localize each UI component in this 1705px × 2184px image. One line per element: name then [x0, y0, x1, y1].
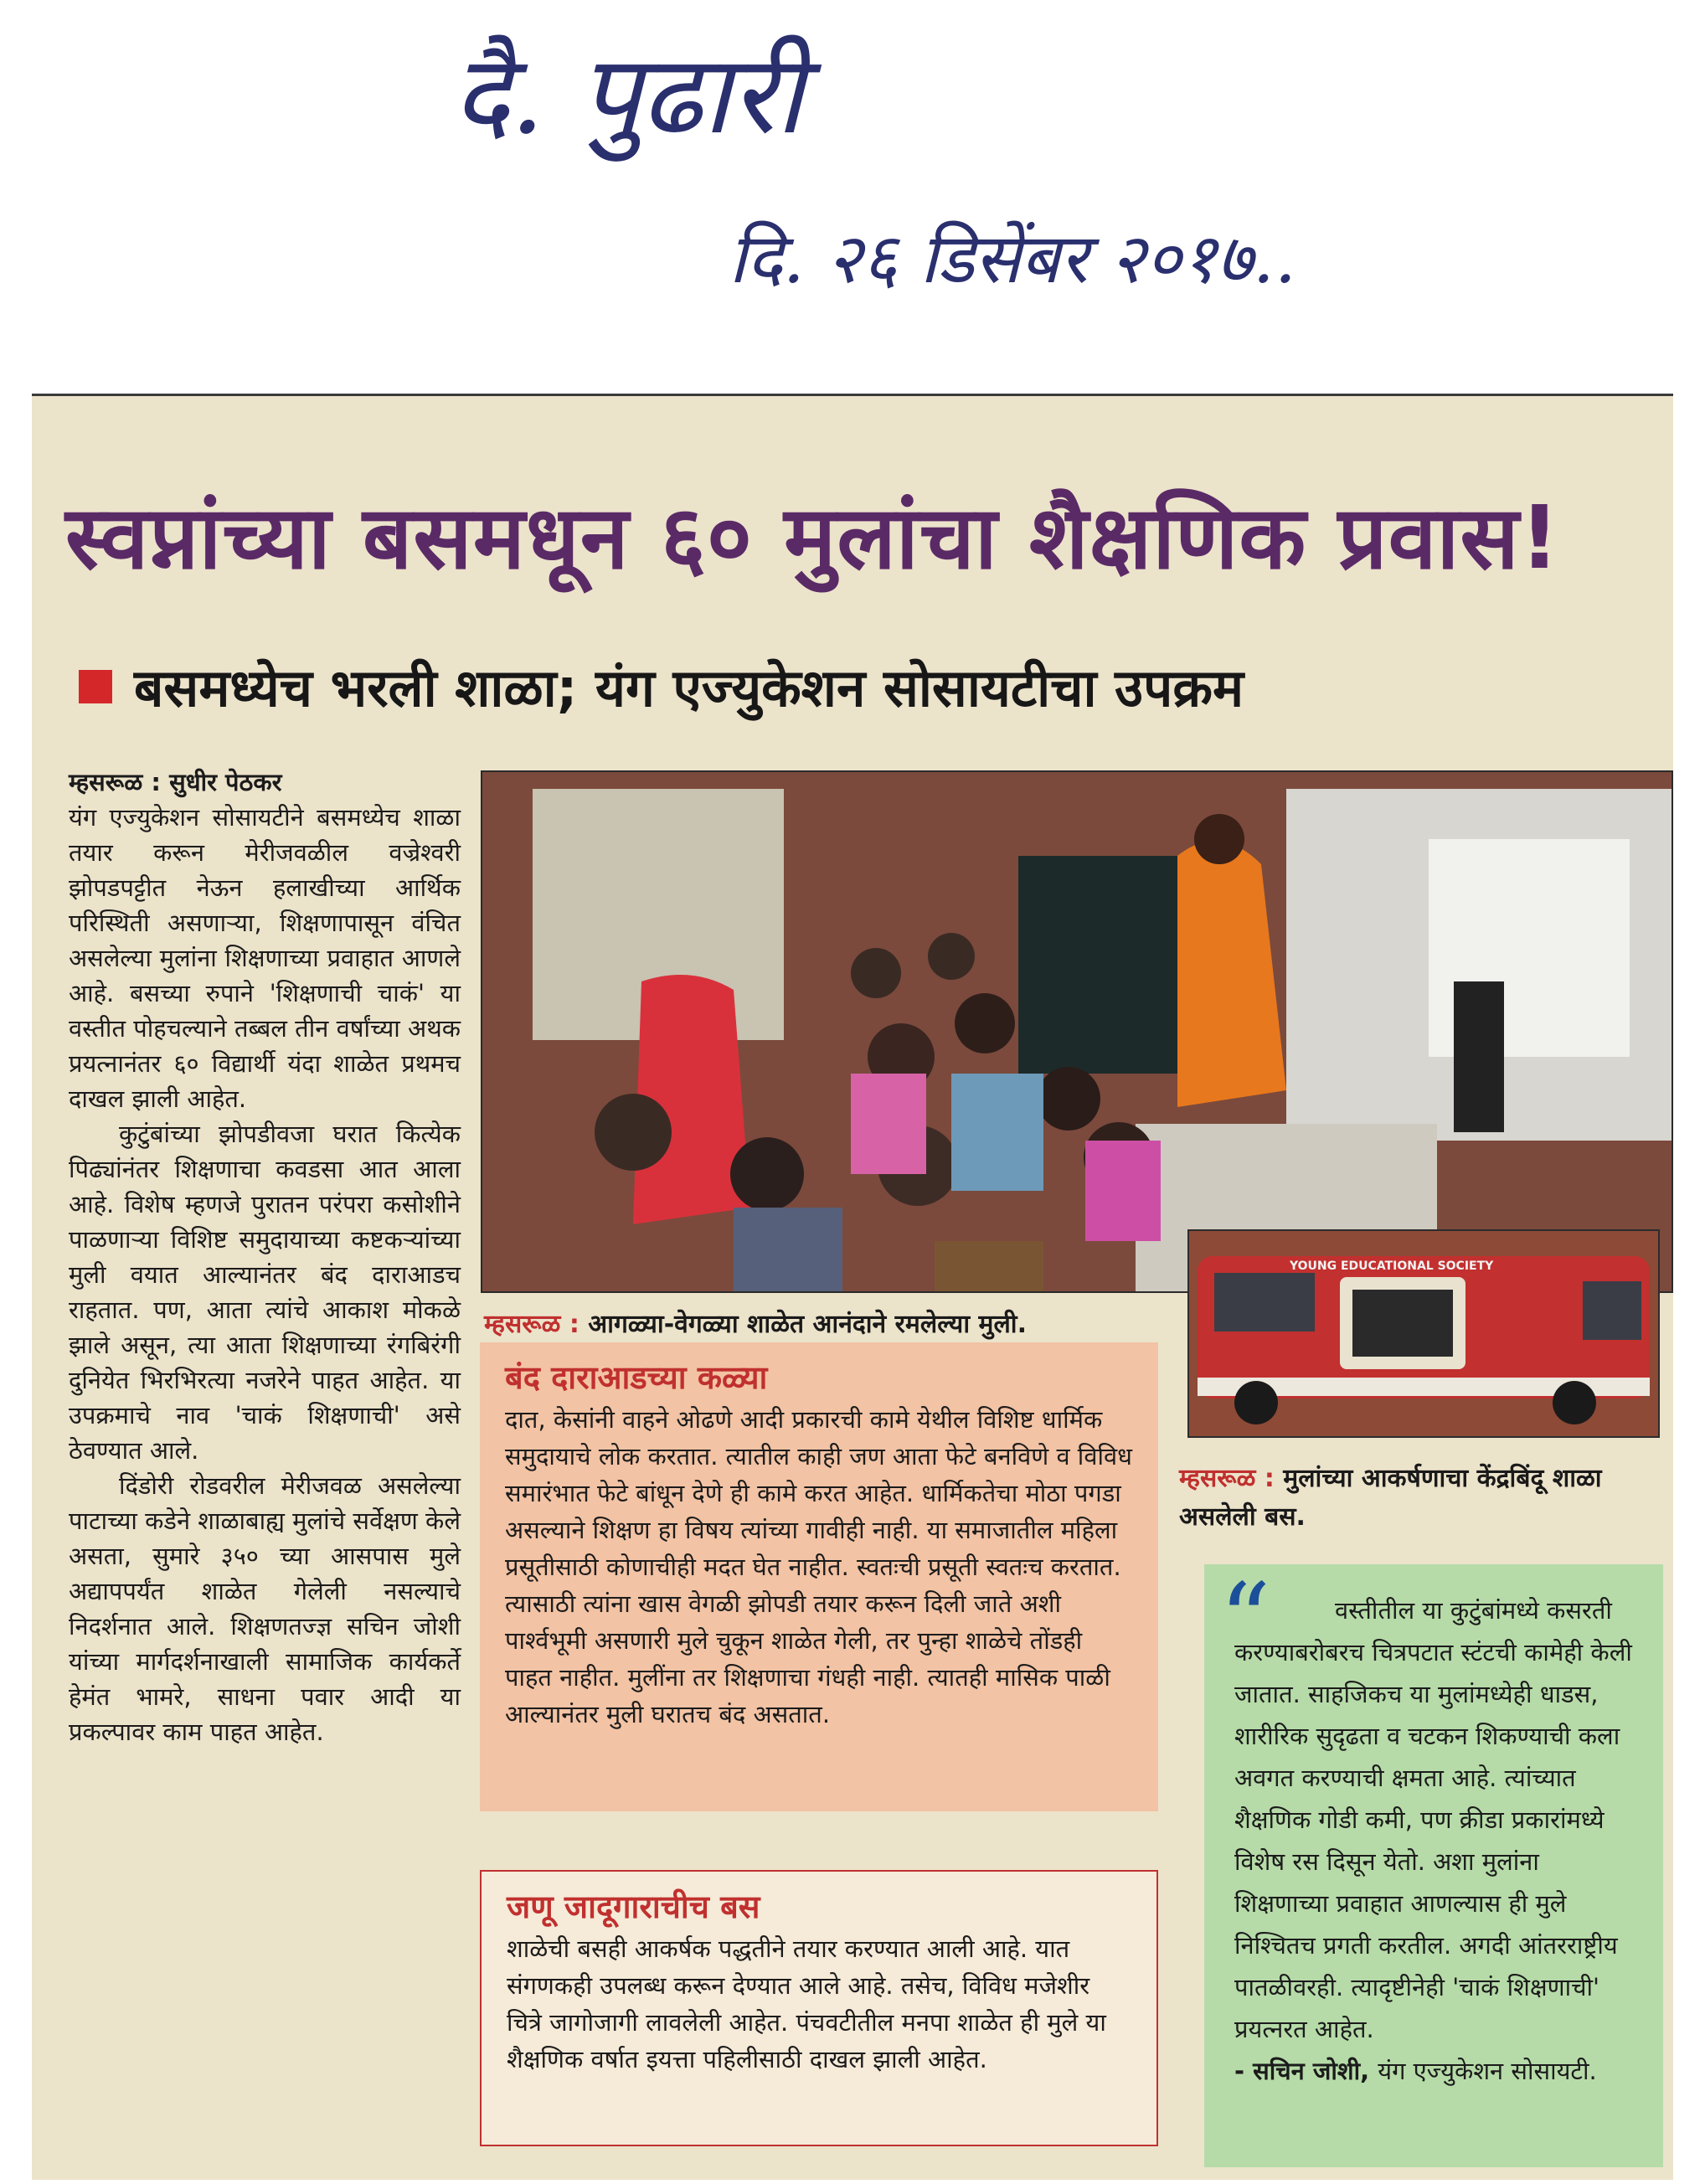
quote-attribution	[1234, 2050, 1633, 2092]
red-square-bullet	[79, 670, 112, 703]
quote-author: - सचिन जोशी,	[1234, 2057, 1370, 2085]
bus-caption-place: म्हसरूळ :	[1179, 1464, 1275, 1493]
subhead-text: बसमध्येच भरली शाळा; यंग एज्युकेशन सोसायटीचा उपक्रम	[134, 657, 1244, 719]
paragraph-3: दिंडोरी रोडवरील मेरीजवळ असलेल्या पाटाच्या कडेने शाळाबाह्य मुलांचे सर्वेक्षण केले असता, सुमारे ३५० च्या आसपास मुले अद्यापपर्यंत शाळेत गेलेली नसल्याचे निदर्शनात आले. शिक्षणतज्ज्ञ सचिन जोशी यांच्या मार्गदर्शनाखाली सामाजिक कार्यकर्ते हेमंत भामरे, साधना पवार आदी या प्रकल्पावर काम पाहत आहेत.	[69, 1471, 461, 1746]
handwritten-masthead: दै. पुढारी	[452, 31, 804, 158]
article-headline: स्वप्नांच्या बसमधून ६० मुलांचा शैक्षणिक प्रवास!	[65, 487, 1561, 589]
photo-caption-place: म्हसरूळ :	[484, 1310, 579, 1339]
sidebar-box-magic-bus	[480, 1870, 1158, 2146]
bus-caption-text: मुलांच्या आकर्षणाचा केंद्रबिंदू शाळा असलेली बस.	[1179, 1464, 1602, 1532]
bus-caption	[1179, 1460, 1665, 1537]
paragraph-2: कुटुंबांच्या झोपडीवजा घरात कित्येक पिढ्यांनंतर शिक्षणाचा कवडसा आत आला आहे. विशेष म्हणजे पुरातन परंपरा कसोशीने पाळणाऱ्या विशिष्ट समुदायाच्या कष्टकऱ्यांच्या मुली वयात आल्यानंतर बंद दाराआडच राहतात. पण, आता त्यांचे आकाश मोकळे झाले असून, त्या आता शिक्षणाच्या रंगबिरंगी दुनियेत भिरभिरत्या नजरेने पाहत आहेत. या उपक्रमाचे नाव 'चाकं शिक्षणाची' असे ठेवण्यात आले.	[69, 1120, 461, 1465]
photo-caption	[484, 1306, 1027, 1340]
bus-photo	[1187, 1229, 1660, 1438]
classroom-photo	[481, 770, 1673, 1293]
quote-body: वस्तीतील या कुटुंबांमध्ये कसरती करण्याबरोबरच चित्रपटात स्टंटची कामेही केली जातात. साहजिकच या मुलांमध्येही धाडस, शारीरिक सुदृढता व चटकन शिकण्याची कला अवगत करण्याची क्षमता आहे. त्यांच्यात शैक्षणिक गोडी कमी, पण क्रीडा प्रकारांमध्ये विशेष रस दिसून येतो. अशा मुलांना शिक्षणाच्या प्रवाहात आणल्यास ही मुले निश्चितच प्रगती करतील. अगदी आंतरराष्ट्रीय पातळीवरही. त्यादृष्टीनेही 'चाकं शिक्षणाची' प्रयत्नरत आहेत.	[1234, 1596, 1632, 2043]
quote-org: यंग एज्युकेशन सोसायटी.	[1378, 2057, 1597, 2085]
paragraph-1: यंग एज्युकेशन सोसायटीने बसमध्येच शाळा तयार करून मेरीजवळील वज्रेश्वरी झोपडपट्टीत नेऊन हलाखीच्या आर्थिक परिस्थिती असणाऱ्या, शिक्षणापासून वंचित असलेल्या मुलांना शिक्षणाच्या प्रवाहात आणले आहे. बसच्या रुपाने 'शिक्षणाची चाकं' या वस्तीत पोहचल्याने तब्बल तीन वर्षांच्या अथक प्रयत्नानंतर ६० विद्यार्थी यंदा शाळेत प्रथमच दाखल झाली आहेत.	[69, 803, 461, 1113]
box2-body: शाळेची बसही आकर्षक पद्धतीने तयार करण्यात आली आहे. यात संगणकही उपलब्ध करून देण्यात आले आहे. तसेच, विविध मजेशीर चित्रे जागोजागी लावलेली आहेत. पंचवटीतील मनपा शाळेत ही मुले या शैक्षणिक वर्षात इयत्ता पहिलीसाठी दाखल झाली आहेत.	[507, 1934, 1106, 2073]
byline: म्हसरूळ : सुधीर पेठकर	[69, 768, 282, 796]
left-column	[69, 765, 461, 1749]
quote-mark-icon: “	[1219, 1563, 1271, 1679]
photo-caption-text: आगळ्या-वेगळ्या शाळेत आनंदाने रमलेल्या मुली.	[588, 1310, 1027, 1339]
classroom-photo-illustration	[482, 772, 1672, 1291]
box1-body: दात, केसांनी वाहने ओढणे आदी प्रकारची कामे येथील विशिष्ट धार्मिक समुदायाचे लोक करतात. त्यातील काही जण आता फेटे बनविणे व विविध समारंभात फेटे बांधून देणे ही कामे करत आहेत. धार्मिकतेचा मोठा पगडा असल्याने शिक्षण हा विषय त्यांच्या गावीही नाही. या समाजातील महिला प्रसूतीसाठी कोणाचीही मदत घेत नाहीत. स्वतःची प्रसूती स्वतःच करतात. त्यासाठी त्यांना खास वेगळी झोपडी तयार करून दिली जाते अशी पार्श्वभूमी असणारी मुले चुकून शाळेत गेली, तर पुन्हा शाळेचे तोंडही पाहत नाहीत. मुलींना तर शिक्षणाचा गंधही नाही. त्यातही मासिक पाळी आल्यानंतर मुली घरातच बंद असतात.	[505, 1405, 1132, 1728]
handwritten-date: दि. २६ डिसेंबर २०१७..	[729, 219, 1296, 299]
quote-box	[1204, 1564, 1663, 2167]
article-subhead	[79, 652, 1244, 722]
box2-title: जणू जादूगाराचीच बस	[507, 1888, 760, 1925]
newspaper-clipping	[32, 394, 1673, 2180]
bus-signage: YOUNG EDUCATIONAL SOCIETY	[1290, 1259, 1494, 1273]
box1-title: बंद दाराआडच्या कळ्या	[505, 1359, 768, 1396]
sidebar-box-closed-doors	[480, 1342, 1158, 1811]
